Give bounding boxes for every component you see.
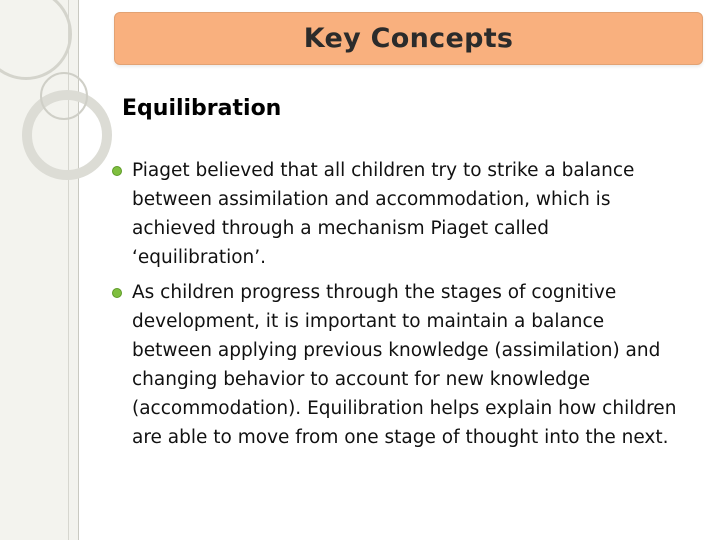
section-heading: Equilibration [122,96,282,121]
bullet-item [112,156,682,272]
bullet-text: Piaget believed that all children try to strike a balance between assimilation and accommodation, which is achieved through a mechanism Piaget called ‘equilibration’. [132,160,635,268]
bullet-dot-icon [112,288,122,298]
bullet-text: As children progress through the stages of cognitive development, it is important to maintain a balance between applying previous knowledge (assimilation) and changing behavior to account for new knowledge (accommodation). Equilibration helps explain how children are able to move from one stage of thought into the next. [132,282,677,448]
bullet-item [112,278,682,452]
bullet-dot-icon [112,166,122,176]
decorative-ring-small [40,72,88,120]
slide-title: Key Concepts [303,23,514,54]
title-banner [114,12,703,65]
bullet-list [112,156,682,458]
